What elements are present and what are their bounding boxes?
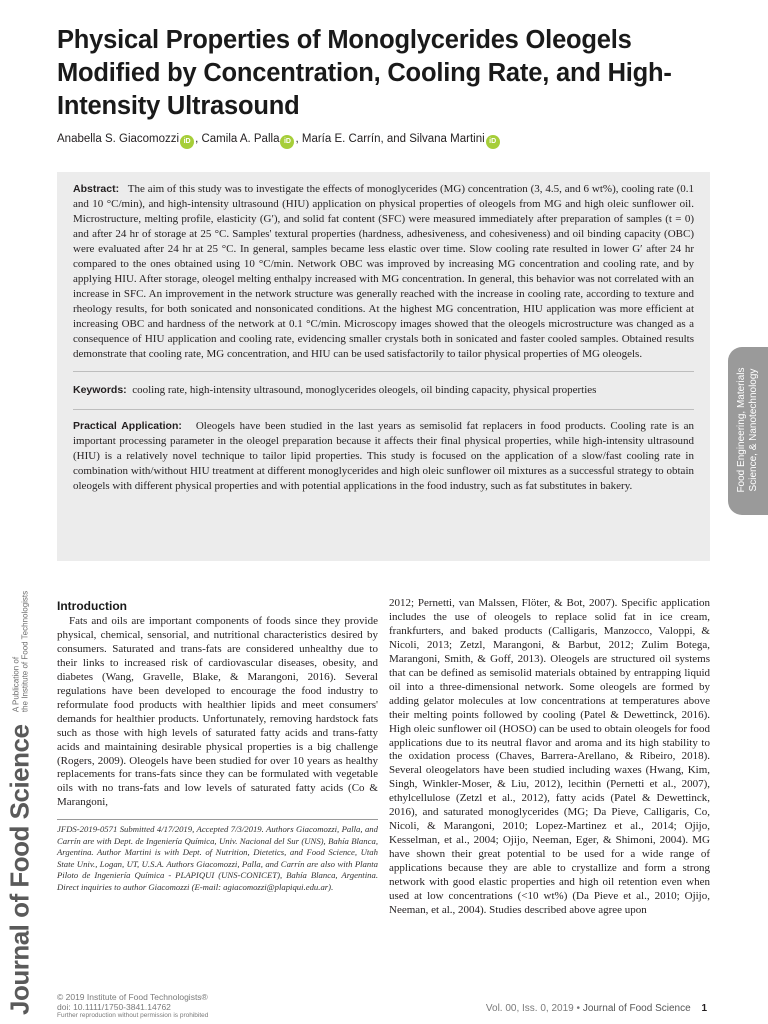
author-name[interactable]: María E. Carrín, and Silvana Martini (301, 133, 485, 145)
footnote-rule (57, 819, 378, 820)
divider (73, 409, 694, 410)
page-number: 1 (701, 1003, 707, 1014)
orcid-icon[interactable]: iD (280, 135, 294, 149)
body-paragraph: 2012; Pernetti, van Malssen, Flöter, & Bot, 2007). Specific application includes the use of oleogels to replace solid fat in ice cream, frankfurters, and baked products (Calligaris, Manzocco, Valoppi, & Nicoli, 2013; Zetzl, Marangoni, & Barbut, 2012; Zulim Botega, Marangoni, Smith, & Goff, 2013). Oleogels are structured oil systems that can be defined as semisolid materials obtained by entrapping liquid oil into a three-dimensional network. Some oleogels are formed by adding gelator molecules at low concentrations at temperatures above their melting points followed by cooling (Patel & Dewettinck, 2016). High oleic sunflower oil (HOSO) can be used to obtain oleogels for food applications due to its neutral flavor and aroma and its high stability to the oxidation process (Chaves, Barrera-Arellano, & Ribeiro, 2018). Several oleogelators have been studied including waxes (Hwang, Kim, Singh, Winkler-Moser, & Liu, 2012), lecithin (Pernetti et al., 2007), ethylcellulose (Zetzl et al., 2012), fatty acids (Patel & Dewettinck, 2016), and saturated monoglycerides (MG; Da Pieve, Calligaris, Co, Nicoli, & Marangoni, 2010; Lopez-Martinez et al., 2014; Ojijo, Kesselman, et al., 2004; Ojijo, Neeman, Eger, & Shimoni, 2004). MG have shown their great potential to be used for a wide range of applications because they are able to crystallize and form a strong network with good elastic properties and high oil retention even when used at low concentrations (<10 wt%) (Da Pieve et al., 2010; Ojijo, Neeman, et al., 2004). Studies described above agree upon (389, 597, 710, 916)
keywords-text: cooling rate, high-intensity ultrasound, monoglycerides oleogels, oil binding capacity, physical properties (132, 384, 597, 396)
copyright-line: © 2019 Institute of Food Technologists® (57, 992, 208, 1002)
abstract-box (57, 172, 710, 561)
journal-logo: Journal of Food Science (4, 724, 35, 1015)
keywords (73, 381, 694, 400)
orcid-icon[interactable]: iD (180, 135, 194, 149)
abstract-label: Abstract: (73, 183, 120, 195)
journal-branding (4, 590, 36, 1015)
author-name[interactable]: Camila A. Palla (201, 133, 280, 145)
section-heading: Introduction (57, 599, 127, 613)
author-list: Anabella S. Giacomozzi iD , Camila A. Palla iD , María E. Carrín, and Silvana Martini iD (57, 131, 717, 149)
page-footer: Vol. 00, Iss. 0, 2019 • Journal of Food Science 1 (485, 1003, 707, 1014)
paper-title: Physical Properties of Monoglycerides Oleogels Modified by Concentration, Cooling Rate, and High-Intensity Ultrasound (57, 26, 672, 120)
footnote: JFDS-2019-0571 Submitted 4/17/2019, Accepted 7/3/2019. Authors Giacomozzi, Palla, and Carrín are with Dept. de Ingeniería Química, Univ. Nacional del Sur (UNS), Bahía Blanca, Argentina. Author Martini is with Dept. of Nutrition, Dietetics, and Food Science, Utah State Univ., Logan, UT, U.S.A. Authors Giacomozzi, Palla, and Carrín are also with Planta Piloto de Ingeniería Química - PLAPIQUI (UNS-CONICET), Bahía Blanca, Argentina. Direct inquiries to author Giacomozzi (E-mail: agiacomozzi@plapiqui.edu.ar). (57, 824, 378, 892)
keywords-label: Keywords: (73, 384, 127, 396)
practical-application (73, 419, 694, 494)
volume-info: Vol. 00, Iss. 0, 2019 (485, 1003, 574, 1014)
section-tab-label: Food Engineering, Materials Science, & Nanotechnology (736, 367, 759, 493)
journal-publisher: A Publication of the Institute of Food Technologists (11, 590, 29, 713)
practical-label: Practical Application: (73, 420, 182, 432)
practical-text: Oleogels have been studied in the last years as semisolid fat replacers in food products. Cooling rate is an important processing parameter in the oleogel preparation because it affects their final physical properties, while high-intensity ultrasound (HIU) is a relatively novel technique to tailor lipid properties. This study is focused on the application of a slow/fast cooling rate in combination with/without HIU treatment at different monoglycerides and high oleic sunflower oil mixtures as a successful strategy to obtain oleogels with different physical properties and with potential applications in the food industry, such as fat substitutes in bakery. (73, 420, 695, 492)
reproduction-notice: Further reproduction without permission is prohibited (57, 1012, 209, 1019)
right-column (389, 597, 710, 918)
divider (73, 371, 694, 372)
copyright-block (57, 992, 208, 1020)
left-column (57, 597, 378, 893)
orcid-icon[interactable]: iD (486, 135, 500, 149)
body-paragraph: Fats and oils are important components of foods since they provide physical, chemical, sensorial, and nutritional characteristics desired by consumers. Saturated and trans-fats are considered unhealthy due to their links to increased risk of cardiovascular diseases, obesity, and diabetes (Wang, Gravelle, Blake, & Marangoni, 2016). Several regulations have been developed to encourage the food industry to reformulate food products with healthier lipids and meet consumers' demands for healthier products. Unfortunately, removing hardstock fats such as those with high levels of saturated fatty acids and trans-fatty acids and maintaining desirable physical properties is a big challenge (Rogers, 2009). Oleogels have been studied for over 10 years as healthy replacements for trans-fats since they can be formulated with vegetable oils with no trans-fats and low levels of saturated fatty acids (Co & Marangoni, (57, 615, 378, 809)
abstract-text: The aim of this study was to investigate the effects of monoglycerides (MG) concentration (3, 4.5, and 6 wt%), cooling rate (0.1 and 10 °C/min), and high-intensity ultrasound (HIU) application on physical properties of oleogels from MG and high oleic sunflower oil. Microstructure, melting profile, elasticity (G′), and solid fat content (SFC) were measured immediately after preparation of samples (t = 0) and after 24 hr of storage at 25 °C. Samples' textural properties (hardness, adhesiveness, and cohesiveness) and oil binding capacity (OBC) were evaluated after 24 hr at 25 °C. In general, samples became less elastic over time. Slow cooling rate resulted in lower G′ after 24 hr compared to the ones obtained using 10 °C/min. Network OBC was improved by increasing MG concentration and cooling rate, and by applying HIU. After storage, oleogel melting enthalpy increased with MG concentration. In general, this behavior was not correlated with an increase in SFC. An improvement in the network structure was generally reached with the increase in cooling rate, according to texture and rheology results, for both sonicated and nonsonicated conditions. At the highest MG concentration, HIU application was more efficient at increasing OBC and hardness of the network at 0.1 °C/min. Microscopy images showed that the oleogels microstructure was changed as a consequence of HIU application and cooling rate, evidencing smaller crystals both in sonicated and faster cooled samples. Obtained results demonstrate that cooling rate, MG concentration, and HIU can be used satisfactorily to tailor physical properties of MG oleogels. (73, 183, 695, 360)
doi-link[interactable]: doi: 10.1111/1750-3841.14762 (57, 1002, 171, 1012)
footer-journal-name: Journal of Food Science (582, 1003, 691, 1014)
author-name[interactable]: Anabella S. Giacomozzi (57, 133, 180, 145)
abstract (73, 182, 694, 362)
